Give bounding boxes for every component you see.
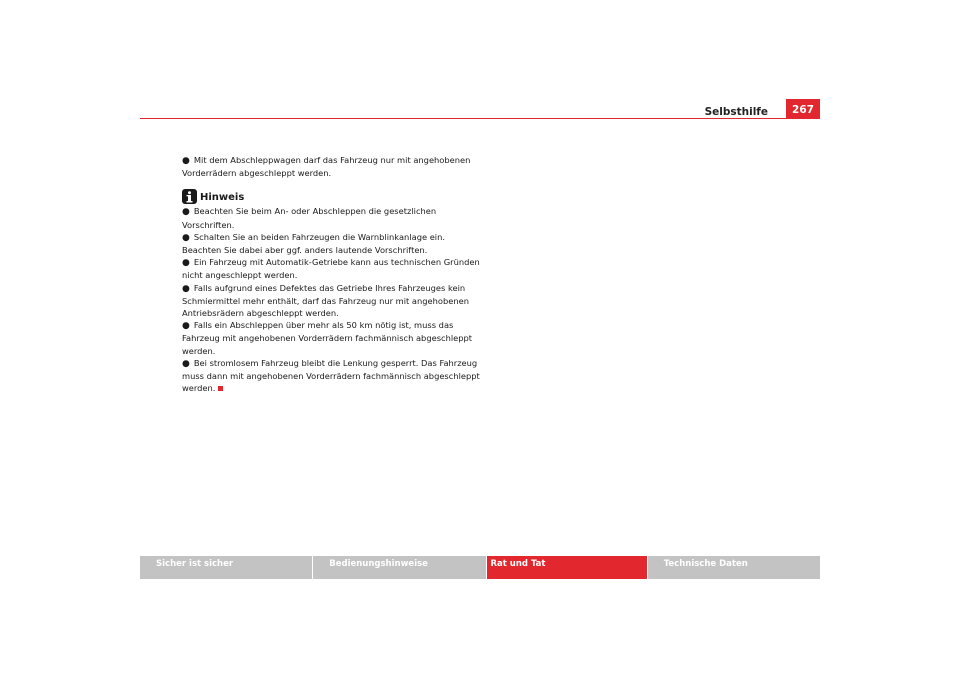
section-end-icon (218, 386, 223, 391)
note-bullet: ● Schalten Sie an beiden Fahrzeugen die Warnblinkanlage ein. Beachten Sie dabei aber ggf. anders lautende Vorschriften. (182, 231, 446, 256)
intro-bullet: ● Mit dem Abschleppwagen darf das Fahrzeug nur mit angehobenen Vorderrädern abgeschleppt werden. (182, 155, 471, 179)
note-bullet: ● Falls aufgrund eines Defektes das Getriebe Ihres Fahrzeuges kein Schmiermittel mehr enthält, darf das Fahrzeug nur mit angehobenen Antriebsrädern abgeschleppt werden. (182, 282, 469, 319)
bullet-icon: ● (182, 232, 190, 243)
note-heading (182, 189, 482, 204)
note-label: Hinweis (200, 192, 245, 204)
bullet-icon: ● (182, 321, 190, 332)
header-rule (140, 118, 820, 119)
note-bullet: ● Ein Fahrzeug mit Automatik-Getriebe kann aus technischen Gründen nicht angeschleppt werden. (182, 257, 480, 281)
tab-bedienungshinweise[interactable]: Bedienungshinweise (313, 556, 486, 579)
tab-technische-daten[interactable]: Technische Daten (648, 556, 820, 579)
footer-nav (140, 556, 820, 579)
header-title: Selbsthilfe (704, 106, 768, 118)
bullet-icon: ● (182, 207, 190, 218)
info-note-icon (182, 189, 197, 204)
bullet-icon: ● (182, 258, 190, 269)
note-bullet: ● Falls ein Abschleppen über mehr als 50 km nötig ist, muss das Fahrzeug mit angehobenen Vorderrädern fachmännisch abgeschleppt werden. (182, 320, 473, 356)
note-bullet: ● Beachten Sie beim An- oder Abschleppen die gesetzlichen Vorschriften. (182, 206, 437, 230)
tab-rat-und-tat[interactable]: Rat und Tat (487, 556, 648, 579)
bullet-icon: ● (182, 358, 190, 369)
note-bullet: ● Bei stromlosem Fahrzeug bleibt die Lenkung gesperrt. Das Fahrzeug muss dann mit angehobenen Vorderrädern fachmännisch abgeschleppt werden. (182, 357, 480, 394)
bullet-icon: ● (182, 156, 190, 166)
bullet-icon: ● (182, 283, 190, 294)
tab-sicher-ist-sicher[interactable]: Sicher ist sicher (140, 556, 313, 579)
main-content (182, 154, 482, 394)
page-number: 267 (786, 99, 820, 119)
